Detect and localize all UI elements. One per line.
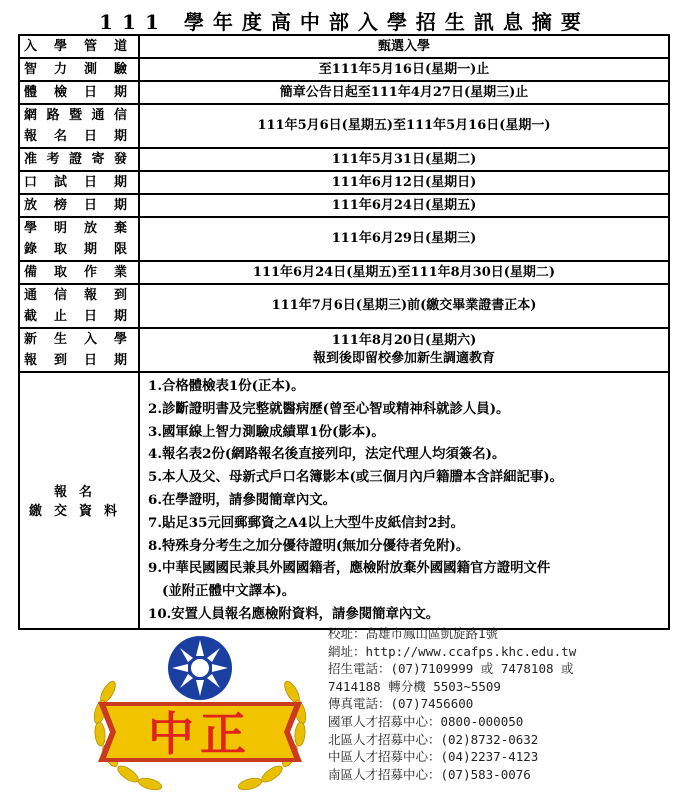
row-value: 111年7月6日(星期三)前(繳交畢業證書正本)	[139, 284, 669, 328]
row-label-line: 學明放棄	[24, 221, 134, 236]
table-row-documents	[19, 372, 669, 629]
row-label	[19, 328, 139, 372]
contact-line: 中區人才招募中心：(04)2237-4123	[328, 749, 539, 765]
document-item-text: 9.中華民國國民兼具外國國籍者，應檢附放棄外國國籍官方證明文件	[148, 560, 551, 577]
document-item: 5.本人及父、母新式戶口名簿影本(或三個月內戶籍謄本含詳細記事)。	[148, 469, 563, 486]
table-row	[19, 217, 669, 261]
document-item: 1.合格體檢表1份(正本)。	[148, 378, 305, 394]
row-label: 體檢日期	[19, 81, 139, 104]
table-row	[19, 148, 669, 171]
row-value: 111年6月12日(星期日)	[139, 171, 669, 194]
admission-table	[18, 34, 670, 630]
contact-line: 傳真電話：(07)7456600	[328, 696, 474, 712]
table-row	[19, 284, 669, 328]
table-row	[19, 328, 669, 372]
row-value: 甄選入學	[139, 35, 669, 58]
contact-line: 北區人才招募中心：(02)8732-0632	[328, 731, 539, 747]
documents-label-line: 報名	[53, 485, 104, 501]
document-item: 7.貼足35元回郵郵資之A4以上大型牛皮紙信封2封。	[148, 514, 465, 531]
sun-emblem-icon	[168, 636, 232, 700]
row-value: 111年6月24日(星期五)至111年8月30日(星期二)	[139, 261, 669, 284]
row-label: 入學管道	[19, 35, 139, 58]
contact-line: 招生電話：(07)7109999 或 7478108 或	[328, 661, 574, 677]
document-item-continuation: (並附正體中文譯本)。	[162, 583, 296, 600]
row-value: 111年6月24日(星期五)	[139, 194, 669, 217]
row-value: 簡章公告日起至111年4月27日(星期三)止	[139, 81, 669, 104]
row-label: 准考證寄發	[19, 148, 139, 171]
row-value: 111年5月6日(星期五)至111年5月16日(星期一)	[139, 104, 669, 148]
row-label-line: 報到日期	[24, 353, 134, 368]
row-label: 智力測驗	[19, 58, 139, 81]
row-label-line: 通信報到	[24, 288, 134, 303]
table-row	[19, 104, 669, 148]
row-label: 備取作業	[19, 261, 139, 284]
contact-line: 7414188 轉分機 5503~5509	[328, 678, 501, 694]
row-label	[19, 104, 139, 148]
contact-info	[328, 625, 678, 783]
document-item: 3.國軍線上智力測驗成績單1份(影本)。	[148, 423, 385, 440]
row-label	[19, 217, 139, 261]
document-item: 4.報名表2份(網路報名後直接列印，法定代理人均須簽名)。	[148, 446, 506, 463]
row-label-line: 截止日期	[24, 309, 134, 324]
table-row	[19, 194, 669, 217]
document-item	[148, 557, 664, 603]
documents-label	[19, 372, 139, 629]
row-label: 口試日期	[19, 171, 139, 194]
table-row	[19, 171, 669, 194]
row-label-line: 報名日期	[24, 129, 134, 144]
table-row	[19, 35, 669, 58]
row-label: 放榜日期	[19, 194, 139, 217]
row-value-line: 報到後即留校參加新生調適教育	[312, 351, 495, 366]
table-row	[19, 81, 669, 104]
table-row	[19, 58, 669, 81]
contact-line: 國軍人才招募中心：0800-000050	[328, 713, 524, 729]
page-title: 111 學年度高中部入學招生訊息摘要	[99, 10, 590, 34]
table-row	[19, 261, 669, 284]
contact-line: 南區人才招募中心：(07)583-0076	[328, 766, 531, 782]
row-value: 111年5月31日(星期二)	[139, 148, 669, 171]
contact-line: 校址：高雄市鳳山區凱旋路1號	[328, 626, 499, 641]
row-label-line: 新生入學	[24, 332, 134, 347]
row-value-line: 111年8月20日(星期六)	[331, 333, 477, 348]
zhongzheng-emblem	[80, 632, 320, 797]
row-value	[139, 328, 669, 372]
row-value: 至111年5月16日(星期一)止	[139, 58, 669, 81]
row-value: 111年6月29日(星期三)	[139, 217, 669, 261]
documents-cell	[139, 372, 669, 629]
document-item: 8.特殊身分考生之加分優待證明(無加分優待者免附)。	[148, 537, 470, 554]
emblem-text: 中正	[148, 707, 252, 761]
documents-label-line: 繳交資料	[28, 504, 129, 520]
row-label-line: 錄取期限	[24, 242, 134, 257]
documents-list	[144, 373, 664, 628]
document-item: 6.在學證明，請參閱簡章內文。	[148, 491, 337, 508]
document-item: 2.診斷證明書及完整就醫病歷(曾至心智或精神科就診人員)。	[148, 400, 510, 417]
contact-line: 網址：http://www.ccafps.khc.edu.tw	[328, 643, 577, 659]
row-label-line: 網路暨通信	[24, 108, 134, 123]
row-label	[19, 284, 139, 328]
document-item: 10.安置人員報名應檢附資料，請參閱簡章內文。	[148, 605, 440, 622]
